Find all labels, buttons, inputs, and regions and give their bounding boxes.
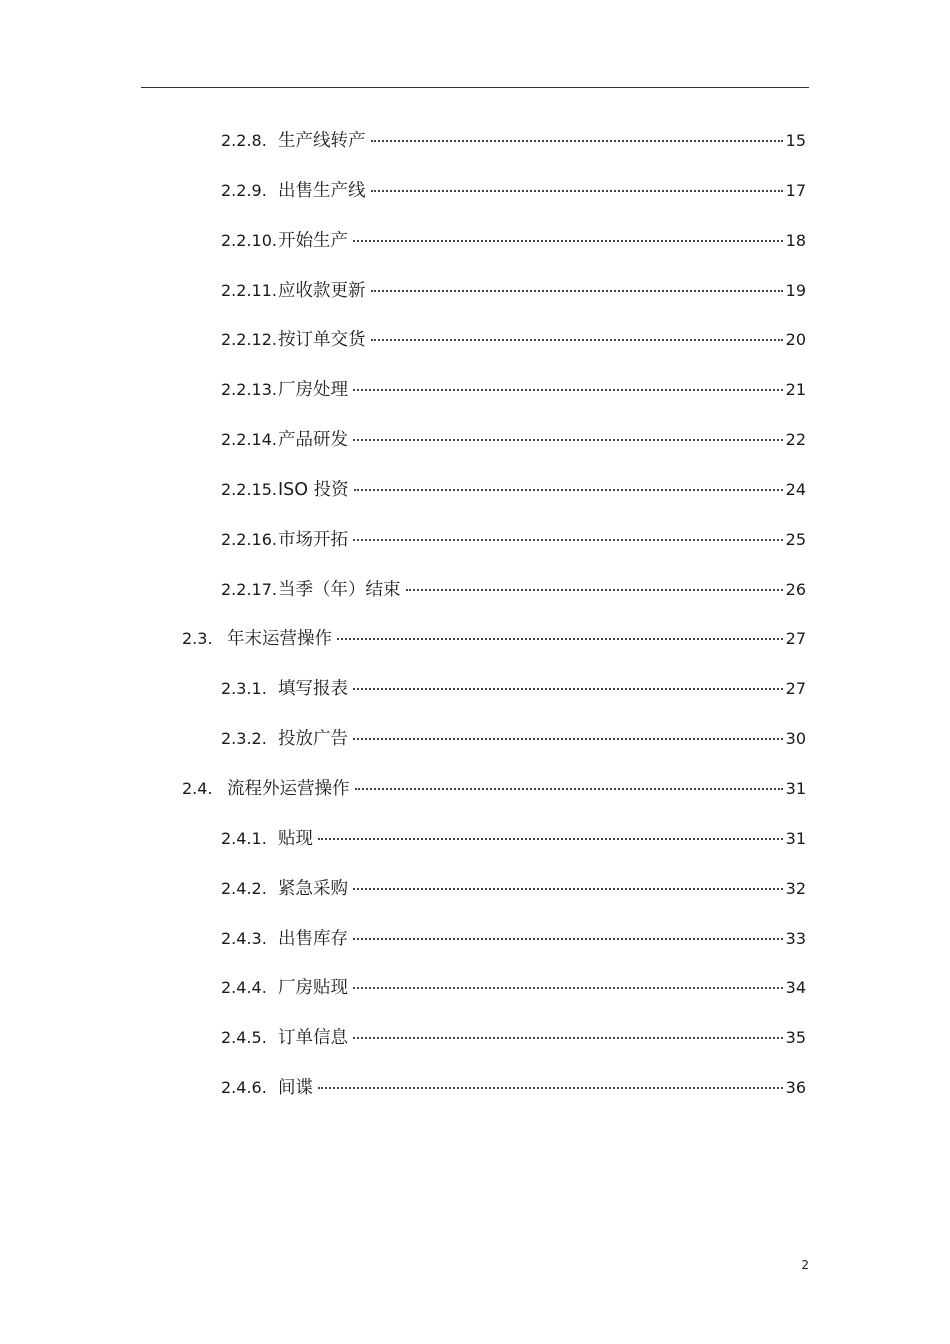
- toc-section-number: 2.4.5.: [221, 1028, 267, 1048]
- toc-section-title: 贴现: [278, 828, 313, 849]
- toc-section-title: 开始生产: [278, 230, 348, 251]
- toc-section-number: 2.3.: [182, 629, 213, 649]
- toc-section-title: 年末运营操作: [227, 629, 332, 650]
- toc-section-number: 2.2.11.: [221, 280, 277, 300]
- toc-entry-row: [221, 227, 806, 252]
- toc-section-title: 厂房贴现: [278, 978, 348, 999]
- toc-entry-row: [221, 875, 806, 900]
- toc-page-number: 34: [785, 978, 806, 998]
- toc-entry[interactable]: [0, 763, 950, 813]
- toc-dot-leader: [353, 738, 783, 740]
- toc-page-number: 30: [785, 729, 806, 749]
- toc-section-number: 2.4.2.: [221, 878, 267, 898]
- toc-section-number: 2.2.15.: [221, 479, 277, 499]
- toc-entry[interactable]: [0, 165, 950, 215]
- toc-entry[interactable]: [0, 613, 950, 663]
- toc-page-number: 22: [785, 430, 806, 450]
- toc-entry-row: [221, 576, 806, 601]
- toc-section-title: 间谍: [278, 1078, 313, 1099]
- toc-section-number: 2.4.: [182, 778, 213, 798]
- table-of-contents: [0, 115, 950, 1112]
- toc-entry[interactable]: [0, 314, 950, 364]
- toc-section-title: 填写报表: [278, 679, 348, 700]
- toc-entry-row: [221, 974, 806, 999]
- toc-dot-leader: [353, 938, 783, 940]
- toc-section-number: 2.2.16.: [221, 529, 277, 549]
- toc-entry[interactable]: [0, 364, 950, 414]
- toc-entry-row: [221, 177, 806, 202]
- toc-dot-leader: [354, 489, 783, 491]
- toc-page-number: 26: [785, 579, 806, 599]
- toc-dot-leader: [371, 190, 783, 192]
- toc-entry[interactable]: [0, 564, 950, 614]
- toc-entry-row: [221, 825, 806, 850]
- toc-section-title: 产品研发: [278, 430, 348, 451]
- toc-section-number: 2.4.6.: [221, 1078, 267, 1098]
- toc-entry[interactable]: [0, 514, 950, 564]
- toc-page-number: 27: [785, 629, 806, 649]
- toc-section-number: 2.4.1.: [221, 828, 267, 848]
- toc-page-number: 25: [785, 529, 806, 549]
- toc-section-title: 厂房处理: [278, 380, 348, 401]
- toc-page-number: 31: [785, 778, 806, 798]
- toc-entry[interactable]: [0, 1012, 950, 1062]
- toc-page-number: 33: [785, 928, 806, 948]
- toc-section-title: 出售生产线: [278, 180, 366, 201]
- toc-section-title: 投放广告: [278, 729, 348, 750]
- toc-entry-row: [221, 127, 806, 152]
- toc-page-number: 18: [785, 230, 806, 250]
- toc-section-number: 2.2.10.: [221, 230, 277, 250]
- header-rule: [141, 87, 809, 88]
- toc-section-number: 2.2.8.: [221, 131, 267, 150]
- toc-section-number: 2.3.1.: [221, 679, 267, 699]
- toc-dot-leader: [371, 339, 783, 341]
- toc-dot-leader: [355, 788, 783, 790]
- toc-page-number: 24: [785, 479, 806, 499]
- toc-entry[interactable]: [0, 813, 950, 863]
- toc-dot-leader: [353, 240, 783, 242]
- toc-entry[interactable]: [0, 414, 950, 464]
- toc-section-number: 2.4.3.: [221, 928, 267, 948]
- toc-entry-row: [221, 1024, 806, 1049]
- toc-section-number: 2.2.9.: [221, 180, 267, 200]
- toc-page-number: 36: [785, 1078, 806, 1098]
- toc-entry-row: [221, 725, 806, 750]
- toc-dot-leader: [353, 539, 783, 541]
- toc-dot-leader: [371, 140, 783, 142]
- toc-entry-row: [221, 376, 806, 401]
- toc-section-title: 订单信息: [278, 1028, 348, 1049]
- toc-section-title: 生产线转产: [278, 131, 366, 151]
- toc-entry[interactable]: [0, 215, 950, 265]
- toc-page-number: 17: [785, 180, 806, 200]
- toc-entry-row: [221, 476, 806, 501]
- toc-section-number: 2.2.14.: [221, 430, 277, 450]
- toc-entry-row: [221, 526, 806, 551]
- toc-entry[interactable]: [0, 962, 950, 1012]
- toc-section-title: 当季（年）结束: [278, 579, 401, 600]
- toc-entry-row: [221, 925, 806, 950]
- toc-page-number: 20: [785, 330, 806, 350]
- toc-dot-leader: [353, 389, 783, 391]
- toc-entry[interactable]: [0, 115, 950, 165]
- toc-section-title: 市场开拓: [278, 529, 348, 550]
- toc-entry-row: [182, 775, 806, 800]
- toc-entry[interactable]: [0, 663, 950, 713]
- toc-dot-leader: [318, 1087, 783, 1089]
- toc-dot-leader: [318, 838, 783, 840]
- toc-entry-row: [221, 426, 806, 451]
- toc-section-title: ISO 投资: [278, 479, 349, 500]
- toc-section-number: 2.2.13.: [221, 380, 277, 400]
- toc-dot-leader: [371, 290, 783, 292]
- toc-entry[interactable]: [0, 913, 950, 963]
- toc-dot-leader: [406, 589, 783, 591]
- toc-entry-row: [221, 1074, 806, 1099]
- toc-dot-leader: [353, 688, 783, 690]
- toc-entry[interactable]: [0, 1062, 950, 1112]
- toc-dot-leader: [337, 638, 783, 640]
- toc-page-number: 27: [785, 679, 806, 699]
- toc-section-title: 应收款更新: [278, 280, 366, 301]
- toc-page-number: 31: [785, 828, 806, 848]
- toc-section-number: 2.2.17.: [221, 579, 277, 599]
- toc-section-number: 2.4.4.: [221, 978, 267, 998]
- toc-section-title: 按订单交货: [278, 330, 366, 351]
- toc-entry-row: [182, 625, 806, 650]
- page-number: 2: [801, 1258, 809, 1272]
- toc-page-number: 21: [785, 380, 806, 400]
- toc-page-number: 32: [785, 878, 806, 898]
- toc-dot-leader: [353, 888, 783, 890]
- toc-page-number: 35: [785, 1028, 806, 1048]
- toc-entry-row: [221, 675, 806, 700]
- toc-section-title: 流程外运营操作: [227, 778, 350, 799]
- toc-section-number: 2.2.12.: [221, 330, 277, 350]
- toc-entry-row: [221, 326, 806, 351]
- toc-dot-leader: [353, 1037, 783, 1039]
- toc-entry-row: [221, 277, 806, 302]
- toc-entry[interactable]: [0, 265, 950, 315]
- toc-section-title: 出售库存: [278, 928, 348, 949]
- toc-entry[interactable]: [0, 863, 950, 913]
- toc-entry[interactable]: [0, 713, 950, 763]
- toc-dot-leader: [353, 987, 783, 989]
- toc-section-title: 紧急采购: [278, 878, 348, 899]
- toc-entry[interactable]: [0, 464, 950, 514]
- toc-page-number: 15: [785, 131, 806, 150]
- toc-dot-leader: [353, 439, 783, 441]
- toc-section-number: 2.3.2.: [221, 729, 267, 749]
- toc-page-number: 19: [785, 280, 806, 300]
